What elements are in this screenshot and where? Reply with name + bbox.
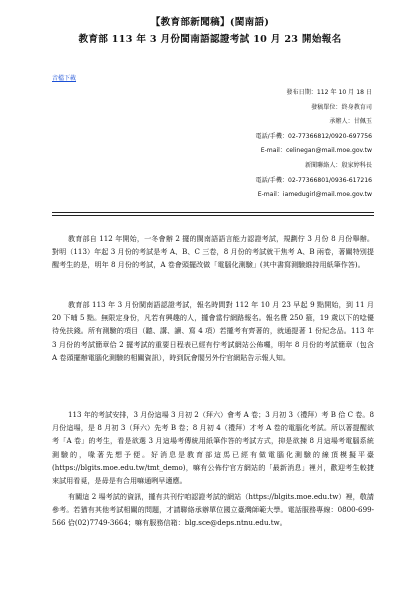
- body-paragraph: 教育部自 112 年開始，一冬會辦 2 擺的閩南語語言能力認證考試，規劃佇 3 月份 8 月份舉辦。對明（113）年起 3 月份的考試是考 A、B、C 三卷，8 月份的考試就干焦考 A、B 兩卷，著關特別提醒考生的是，明年 8 月份的考試，A 卷會頭擺改做「電腦化測驗」(其中書寫測驗維持用紙筆作答)。: [52, 234, 374, 270]
- body-paragraph: 教育部 113 年 3 月份閩南語認證考試，報名時間對 112 年 10 月 23 早起 9 點開始，到 11 月 20 下晡 5 點。無限定身份，凡若有興趣的人，攏會當佇網路報名。報名費 250 箍，19 歲以下的唸優待免扶錢。所有測驗的項目（聽、講、讀、寫 4 項）若攏考有齊著的，就通提著 1 份紀念品。113 年 3 月份的考試簡章佮 2 擺考試的重要日程表已經有佇考試網站公佈囉，明年 8 月份的考試簡章（包含 A 卷頭擺辦電腦化測驗的相關資訊），時到阮會閣另外佇官網貼告示報人知。: [52, 300, 374, 362]
- body-paragraph: 113 年的考試安排，3 月份這場 3 月初 2（拜六）會考 A 卷；3 月初 3（禮拜）考 B 佮 C 卷。8 月份這場，是 8 月初 3（拜六）先考 B 卷；8 月初 4（禮拜）才考 A 卷的電腦化考試。所以著提醒欲考「A 卷」的考生，看是欲選 3 月這場考傳統用紙筆作答的考試方式，抑是欲揀 8 月這場考電腦系統測驗的，喙著先想予便。好消息是教育部這馬已經有做電腦化測驗的線頂模擬平臺(https://blgits.moe.edu.tw/tmt_demo)，嘛有公佈佇官方網站的「最新消息」裡爿，歡迎考生較捷來試用看覓，是毋是有合用嘛通咧早適應。: [52, 410, 374, 486]
- release-date: 發布日期：112 年 10 月 18 日: [286, 89, 372, 96]
- divider-line: [52, 212, 374, 213]
- press-contact: 新聞聯絡人：殷家婷科長: [304, 161, 372, 169]
- contact-email: E-mail：celinegan@mail.moe.gov.tw: [260, 147, 372, 155]
- press-contact-phone: 電話/手機：02-77366801/0936-617216: [255, 176, 372, 184]
- issuing-unit: 發稿單位：終身教育司: [311, 103, 372, 111]
- release-metadata: [210, 86, 372, 203]
- press-release-heading: 【教育部新聞稿】(閩南語): [150, 17, 270, 28]
- press-contact-email: E-mail：iamedugirl@mail.moe.gov.tw: [257, 191, 372, 199]
- press-release-title: 教育部 113 年 3 月份閩南語認證考試 10 月 23 開始報名: [78, 34, 342, 45]
- divider-line: [52, 215, 374, 216]
- body-paragraph: 有關這 2 場考試的資訊，攏有共刊佇咱認證考試的網站（https://blgits.moe.edu.tw）裡，敬請參考。若猶有其他考試相關的問題，才請聯絡承辦單位國立臺灣師範大學。電話服務專線：0800-699-566 佮(02)7749-3664；嘛有服務信箱：blg.sce@deps.ntnu.edu.tw。: [52, 492, 374, 528]
- contact-phone: 電話/手機：02-77366812/0920-697756: [255, 132, 372, 140]
- contact-person: 承辦人：甘佩玉: [329, 118, 372, 126]
- audio-download-link[interactable]: 音檔下載: [52, 75, 77, 82]
